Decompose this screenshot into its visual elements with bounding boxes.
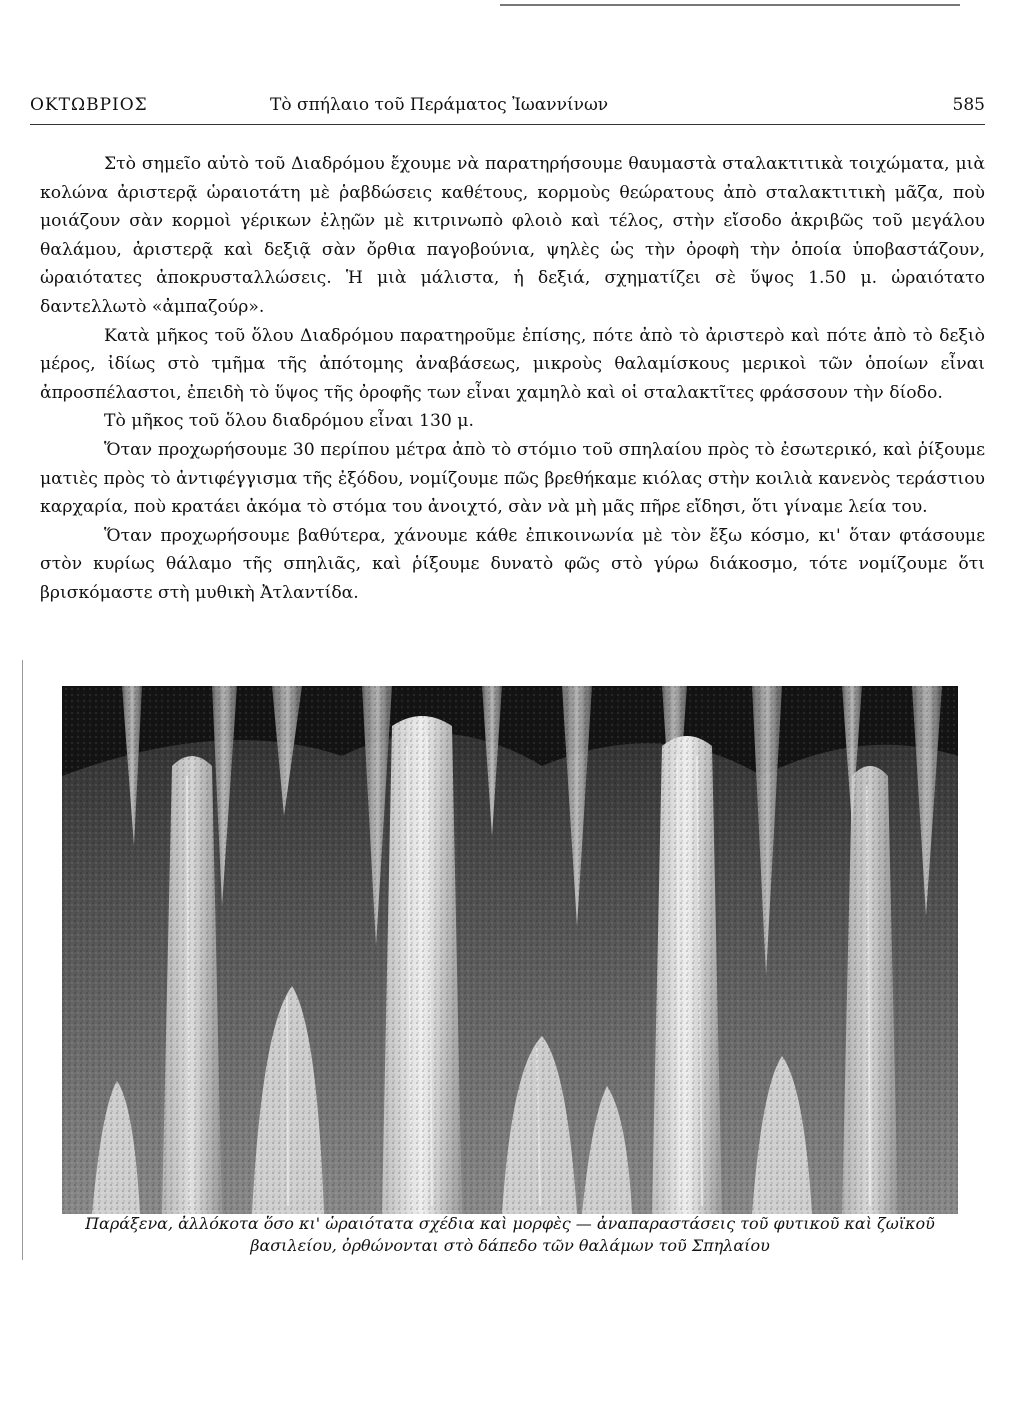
paragraph-3: Τὸ μῆκος τοῦ ὅλου διαδρόμου εἶναι 130 μ. [104,411,474,432]
header-title: Τὸ σπήλαιο τοῦ Περάματος Ἰωαννίνων [270,95,609,115]
header-month: ΟΚΤΩΒΡΙΟΣ [30,95,148,115]
photo-caption: Παράξενα, ἀλλόκοτα ὅσο κι' ὡραιότατα σχέδια καὶ μορφὲς — ἀναπαραστάσεις τοῦ φυτικοῦ καὶ ζωϊκοῦ βασιλείου, ὀρθώνονται στὸ δάπεδο τῶν θαλάμων τοῦ Σπηλαίου [85,1214,935,1255]
scan-margin-line [22,660,23,1260]
cave-photo-illustration [62,686,958,1214]
paragraph-1: Στὸ σημεῖο αὐτὸ τοῦ Διαδρόμου ἔχουμε νὰ παρατηρήσουμε θαυμαστὰ σταλακτιτικὰ τοιχώματα, μιὰ κολώνα ἀριστερᾷ ὡραιοτάτη μὲ ῥαβδώσεις καθέτους, κορμοὺς θεώρατους ἀπὸ σταλακτιτικὴ μᾶζα, ποὺ μοιάζουν σὰν κορμοὶ γέρικων ἐλῃῶν μὲ κιτρινωπὸ φλοιὸ καὶ τέλος, στὴν εἴσοδο ἀκριβῶς τοῦ μεγάλου θαλάμου, ἀριστερᾷ καὶ δεξιᾷ σὰν ὄρθια παγοβούνια, ψηλὲς ὡς τὴν ὀροφὴ τὴν ὁποία ὑποβαστάζουν, ὡραιότατες ἀποκρυσταλλώσεις. Ἡ μιὰ μάλιστα, ἡ δεξιά, σχηματίζει σὲ ὕψος 1.50 μ. ὡραιότατο δαντελλωτὸ «ἀμπαζούρ». [40,154,985,317]
article-body [40,150,985,608]
cave-photograph [62,686,958,1214]
paragraph-2: Κατὰ μῆκος τοῦ ὅλου Διαδρόμου παρατηροῦμε ἐπίσης, πότε ἀπὸ τὸ ἀριστερὸ καὶ πότε ἀπὸ τὸ δεξιὸ μέρος, ἰδίως στὸ τμῆμα τῆς ἀπότομης ἀναβάσεως, μικροὺς θαλαμίσκους μερικοὶ τῶν ὁποίων εἶναι ἀπροσπέλαστοι, ἐπειδὴ τὸ ὕψος τῆς ὀροφῆς των εἶναι χαμηλὸ καὶ οἱ σταλακτῖτες φράσσουν τὴν δίοδο. [40,325,985,403]
header-rule [30,124,985,125]
scan-top-rule [500,4,960,6]
page-number: 585 [952,95,985,115]
paragraph-5: Ὅταν προχωρήσουμε βαθύτερα, χάνουμε κάθε ἐπικοινωνία μὲ τὸν ἔξω κόσμο, κι' ὅταν φτάσουμε στὸν κυρίως θάλαμο τῆς σπηλιᾶς, καὶ ῥίξουμε δυνατὸ φῶς στὸ γύρω διάκοσμο, τότε νομίζουμε ὅτι βρισκόμαστε στὴ μυθικὴ Ἀτλαντίδα. [40,525,985,603]
paragraph-4: Ὅταν προχωρήσουμε 30 περίπου μέτρα ἀπὸ τὸ στόμιο τοῦ σπηλαίου πρὸς τὸ ἐσωτερικό, καὶ ῥίξουμε ματιὲς πρὸς τὸ ἀντιφέγγισμα τῆς ἐξόδου, νομίζουμε πῶς βρεθήκαμε κιόλας στὴν κοιλιὰ κανενὸς τεράστιου καρχαρία, ποὺ κρατάει ἀκόμα τὸ στόμα του ἀνοιχτό, σὰν νὰ μὴ μᾶς πῆρε εἴδησι, ὅτι γίναμε λεία του. [40,439,985,518]
running-header [30,95,985,125]
